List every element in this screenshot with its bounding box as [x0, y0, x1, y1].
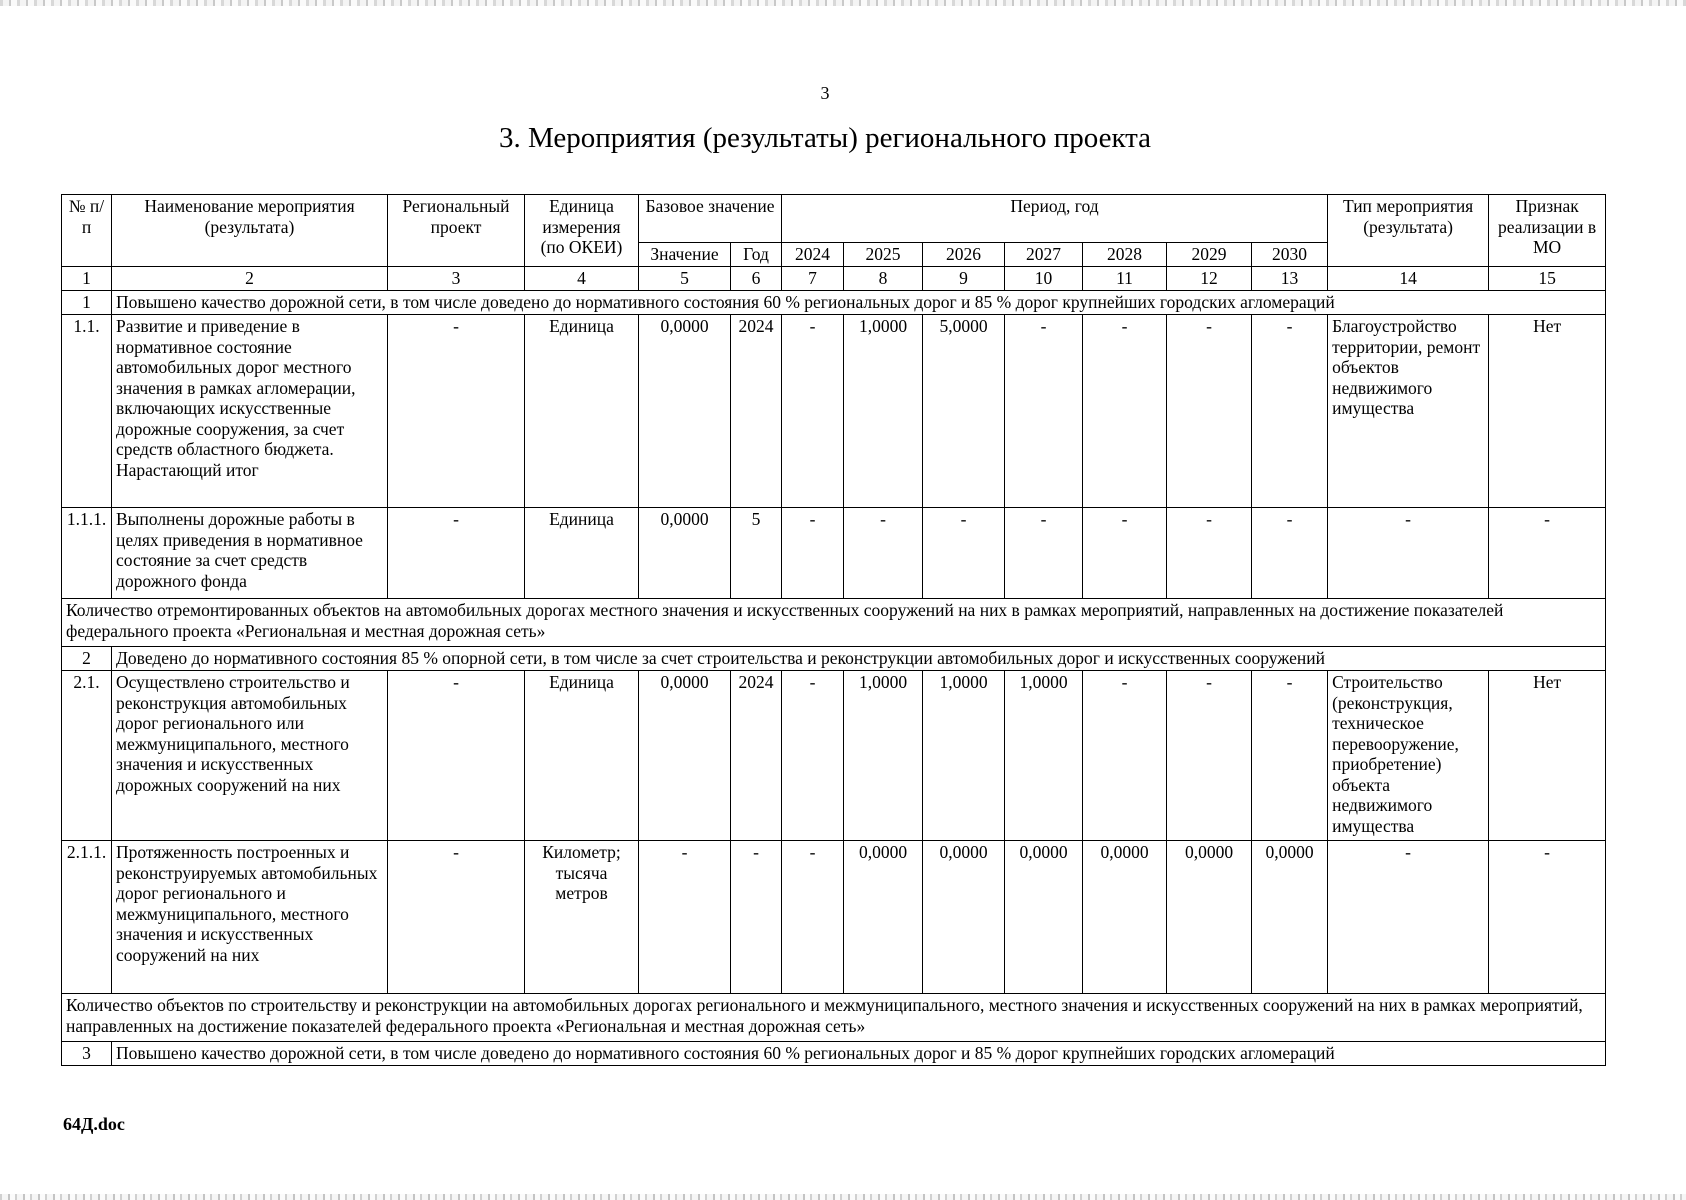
header-sign: Признак реализации в МО	[1489, 195, 1606, 267]
row-name: Протяженность построенных и реконструируемых автомобильных дорог регионального и межмуниципального, местного значения и искусственных сооружений на них	[112, 841, 388, 994]
table-row	[62, 841, 1606, 994]
row-value-2030: -	[1252, 671, 1328, 841]
row-sign: Нет	[1489, 315, 1606, 508]
row-value-2024: -	[782, 841, 844, 994]
row-value-2025: 1,0000	[844, 315, 923, 508]
row-unit: Единица	[525, 671, 639, 841]
row-base-year: 2024	[731, 671, 782, 841]
col-number: 9	[923, 267, 1005, 291]
col-number: 4	[525, 267, 639, 291]
row-value-2028: -	[1083, 508, 1167, 599]
header-period: Период, год	[782, 195, 1328, 243]
row-base-value: 0,0000	[639, 671, 731, 841]
col-number: 15	[1489, 267, 1606, 291]
row-value-2030: -	[1252, 508, 1328, 599]
row-type: Строительство (реконструкция, техническое перевооружение, приобретение) объекта недвижимого имущества	[1328, 671, 1489, 841]
row-name: Развитие и приведение в нормативное состояние автомобильных дорог местного значения в рамках агломерации, включающих искусственные дорожные сооружения, за счет средств областного бюджета. Нарастающий итог	[112, 315, 388, 508]
row-value-2028: -	[1083, 671, 1167, 841]
row-base-value: 0,0000	[639, 315, 731, 508]
col-number: 7	[782, 267, 844, 291]
col-number: 12	[1167, 267, 1252, 291]
row-regional-project: -	[388, 508, 525, 599]
row-type: -	[1328, 508, 1489, 599]
row-value-2027: 0,0000	[1005, 841, 1083, 994]
row-number: 2.1.1.	[62, 841, 112, 994]
col-number: 13	[1252, 267, 1328, 291]
header-name: Наименование мероприятия (результата)	[112, 195, 388, 267]
table-row	[62, 671, 1606, 841]
page-title: 3. Мероприятия (результаты) регионального проекта	[498, 122, 1152, 154]
row-value-2028: -	[1083, 315, 1167, 508]
col-number: 2	[112, 267, 388, 291]
row-value-2029: -	[1167, 315, 1252, 508]
row-base-value: -	[639, 841, 731, 994]
section-row	[62, 647, 1606, 671]
page-number: 3	[820, 83, 830, 103]
row-value-2026: 0,0000	[923, 841, 1005, 994]
table-row	[62, 508, 1606, 599]
results-table	[61, 194, 1606, 1066]
header-unit: Единица измерения (по ОКЕИ)	[525, 195, 639, 267]
row-value-2024: -	[782, 671, 844, 841]
row-sign: Нет	[1489, 671, 1606, 841]
header-base: Базовое значение	[639, 195, 782, 243]
row-value-2029: -	[1167, 508, 1252, 599]
section-title: Доведено до нормативного состояния 85 % опорной сети, в том числе за счет строительства и реконструкции автомобильных дорог и искусственных сооружений	[112, 647, 1606, 671]
header-year: 2029	[1167, 243, 1252, 267]
col-number: 3	[388, 267, 525, 291]
row-type: Благоустройство территории, ремонт объектов недвижимого имущества	[1328, 315, 1489, 508]
row-value-2029: 0,0000	[1167, 841, 1252, 994]
header-row-1	[62, 195, 1606, 243]
col-number: 6	[731, 267, 782, 291]
row-value-2027: 1,0000	[1005, 671, 1083, 841]
row-number: 1.1.	[62, 315, 112, 508]
header-base-year: Год	[731, 243, 782, 267]
header-regional-project: Региональный проект	[388, 195, 525, 267]
row-value-2024: -	[782, 508, 844, 599]
footer-filename: 64Д.doc	[63, 1114, 125, 1134]
row-base-year: 2024	[731, 315, 782, 508]
row-value-2025: -	[844, 508, 923, 599]
row-sign: -	[1489, 508, 1606, 599]
row-value-2026: 1,0000	[923, 671, 1005, 841]
indicator-note: Количество отремонтированных объектов на автомобильных дорогах местного значения и искусственных сооружений на них в рамках мероприятий, направленных на достижение показателей федерального проекта «Региональная и местная дорожная сеть»	[62, 599, 1606, 647]
note-row	[62, 599, 1606, 647]
indicator-note: Количество объектов по строительству и реконструкции на автомобильных дорогах регионального и межмуниципального, местного значения и искусственных сооружений на них в рамках мероприятий, направленных на достижение показателей федерального проекта «Региональная и местная дорожная сеть»	[62, 994, 1606, 1042]
row-name: Осуществлено строительство и реконструкция автомобильных дорог регионального или межмуниципального, местного значения и искусственных дорожных сооружений на них	[112, 671, 388, 841]
row-base-value: 0,0000	[639, 508, 731, 599]
header-base-value: Значение	[639, 243, 731, 267]
row-value-2026: 5,0000	[923, 315, 1005, 508]
row-value-2024: -	[782, 315, 844, 508]
col-number: 8	[844, 267, 923, 291]
header-num: № п/п	[62, 195, 112, 267]
col-number: 11	[1083, 267, 1167, 291]
row-value-2029: -	[1167, 671, 1252, 841]
section-title: Повышено качество дорожной сети, в том числе доведено до нормативного состояния 60 % региональных дорог и 85 % дорог крупнейших городских агломераций	[112, 1042, 1606, 1066]
row-value-2026: -	[923, 508, 1005, 599]
header-year: 2026	[923, 243, 1005, 267]
table-row	[62, 315, 1606, 508]
section-number: 3	[62, 1042, 112, 1066]
row-value-2030: 0,0000	[1252, 841, 1328, 994]
row-value-2025: 0,0000	[844, 841, 923, 994]
row-value-2025: 1,0000	[844, 671, 923, 841]
row-regional-project: -	[388, 671, 525, 841]
header-year: 2030	[1252, 243, 1328, 267]
column-numbers-row	[62, 267, 1606, 291]
section-row	[62, 1042, 1606, 1066]
note-row	[62, 994, 1606, 1042]
row-base-year: -	[731, 841, 782, 994]
col-number: 14	[1328, 267, 1489, 291]
section-row	[62, 291, 1606, 315]
section-number: 2	[62, 647, 112, 671]
row-name: Выполнены дорожные работы в целях приведения в нормативное состояние за счет средств дорожного фонда	[112, 508, 388, 599]
row-regional-project: -	[388, 841, 525, 994]
row-unit: Единица	[525, 315, 639, 508]
row-value-2030: -	[1252, 315, 1328, 508]
row-value-2027: -	[1005, 315, 1083, 508]
row-base-year: 5	[731, 508, 782, 599]
header-year: 2025	[844, 243, 923, 267]
scan-edge-top	[0, 0, 1686, 6]
row-value-2028: 0,0000	[1083, 841, 1167, 994]
row-sign: -	[1489, 841, 1606, 994]
header-year: 2028	[1083, 243, 1167, 267]
row-value-2027: -	[1005, 508, 1083, 599]
scan-edge-bottom	[0, 1194, 1686, 1200]
row-number: 1.1.1.	[62, 508, 112, 599]
header-type: Тип мероприятия (результата)	[1328, 195, 1489, 267]
row-regional-project: -	[388, 315, 525, 508]
row-number: 2.1.	[62, 671, 112, 841]
col-number: 5	[639, 267, 731, 291]
header-year: 2027	[1005, 243, 1083, 267]
col-number: 1	[62, 267, 112, 291]
row-unit: Километр; тысяча метров	[525, 841, 639, 994]
header-year: 2024	[782, 243, 844, 267]
section-number: 1	[62, 291, 112, 315]
row-type: -	[1328, 841, 1489, 994]
section-title: Повышено качество дорожной сети, в том числе доведено до нормативного состояния 60 % региональных дорог и 85 % дорог крупнейших городских агломераций	[112, 291, 1606, 315]
col-number: 10	[1005, 267, 1083, 291]
row-unit: Единица	[525, 508, 639, 599]
